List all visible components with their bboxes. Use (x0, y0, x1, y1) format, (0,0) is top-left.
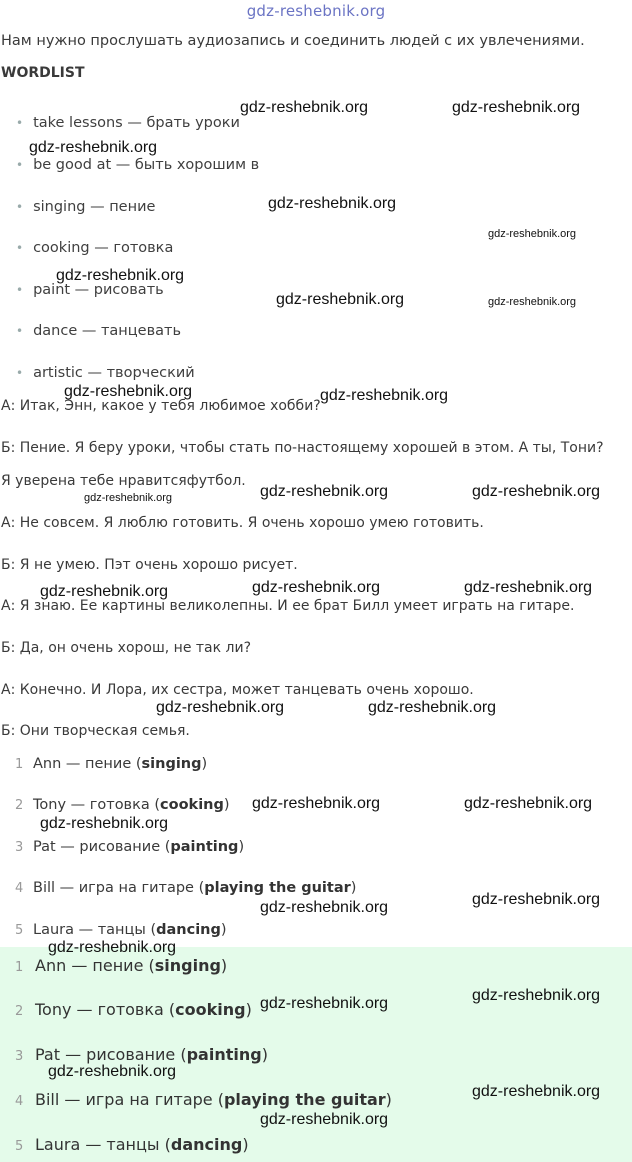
watermark: gdz-reshebnik.org (40, 815, 169, 832)
watermark: gdz-reshebnik.org (472, 483, 601, 500)
wordlist-item: • paint — рисовать (16, 282, 164, 298)
bullet-icon: • (16, 158, 24, 172)
watermark: gdz-reshebnik.org (64, 383, 193, 400)
watermark: gdz-reshebnik.org (40, 583, 169, 600)
wordlist-item: • singing — пение (16, 199, 156, 215)
wordlist-item: • dance — танцевать (16, 323, 181, 339)
bullet-icon: • (16, 366, 24, 380)
bullet-icon: • (16, 200, 24, 214)
watermark: gdz-reshebnik.org (48, 1063, 177, 1080)
watermark: gdz-reshebnik.org (56, 267, 185, 284)
watermark: gdz-reshebnik.org (48, 939, 177, 956)
watermark: gdz-reshebnik.org (260, 1111, 389, 1128)
watermark: gdz-reshebnik.org (472, 891, 601, 908)
site-header-link[interactable]: gdz-reshebnik.org (246, 2, 386, 20)
watermark: gdz-reshebnik.org (252, 795, 381, 812)
answer-panel-item: 3 Pat — рисование (painting) (15, 1045, 268, 1064)
watermark: gdz-reshebnik.org (320, 387, 449, 404)
wordlist-item: • artistic — творческий (16, 365, 195, 381)
answer-panel-item: 2 Tony — готовка (cooking) (15, 1000, 252, 1019)
watermark: gdz-reshebnik.org (276, 291, 405, 308)
watermark: gdz-reshebnik.org (260, 483, 389, 500)
intro-text: Нам нужно прослушать аудиозапись и соединить людей с их увлечениями. (1, 33, 585, 49)
answer-item: 5 Laura — танцы (dancing) (15, 922, 227, 938)
wordlist-item: • take lessons — брать уроки (16, 115, 240, 131)
wordlist-item: • be good at — быть хорошим в (16, 157, 260, 173)
bullet-icon: • (16, 241, 24, 255)
dialogue-line: А: Итак, Энн, какое у тебя любимое хобби? (1, 398, 321, 414)
dialogue-line: А: Я знаю. Ее картины великолепны. И ее брат Билл умеет играть на гитаре. (1, 598, 575, 614)
dialogue-line: Б: Пение. Я беру уроки, чтобы стать по-настоящему хорошей в этом. А ты, Тони? (1, 440, 604, 456)
answer-panel-item: 5 Laura — танцы (dancing) (15, 1135, 249, 1154)
watermark: gdz-reshebnik.org (252, 579, 381, 596)
dialogue-line: Б: Они творческая семья. (1, 723, 190, 739)
watermark: gdz-reshebnik.org (240, 99, 369, 116)
answer-panel-item: 4 Bill — игра на гитаре (playing the guitar) (15, 1090, 392, 1109)
dialogue-line: Я уверена тебе нравитсяфутбол. (1, 473, 246, 489)
watermark: gdz-reshebnik.org (156, 699, 285, 716)
answer-item: 3 Pat — рисование (painting) (15, 839, 245, 855)
watermark: gdz-reshebnik.org (488, 228, 577, 240)
answer-panel-item: 1 Ann — пение (singing) (15, 956, 228, 975)
bullet-icon: • (16, 116, 24, 130)
watermark: gdz-reshebnik.org (268, 195, 397, 212)
watermark: gdz-reshebnik.org (260, 899, 389, 916)
watermark: gdz-reshebnik.org (452, 99, 581, 116)
watermark: gdz-reshebnik.org (260, 995, 389, 1012)
dialogue-line: Б: Я не умею. Пэт очень хорошо рисует. (1, 557, 298, 573)
dialogue-line: Б: Да, он очень хорош, не так ли? (1, 640, 252, 656)
watermark: gdz-reshebnik.org (472, 1083, 601, 1100)
answer-item: 1 Ann — пение (singing) (15, 756, 208, 772)
watermark: gdz-reshebnik.org (488, 296, 577, 308)
watermark: gdz-reshebnik.org (464, 795, 593, 812)
wordlist-heading: WORDLIST (1, 65, 85, 81)
watermark: gdz-reshebnik.org (29, 139, 158, 156)
watermark: gdz-reshebnik.org (464, 579, 593, 596)
answer-item: 4 Bill — игра на гитаре (playing the guitar) (15, 880, 357, 896)
answer-item: 2 Tony — готовка (cooking) (15, 797, 230, 813)
watermark: gdz-reshebnik.org (84, 492, 173, 504)
dialogue-line: А: Не совсем. Я люблю готовить. Я очень хорошо умею готовить. (1, 515, 484, 531)
wordlist-item: • cooking — готовка (16, 240, 174, 256)
watermark: gdz-reshebnik.org (368, 699, 497, 716)
watermark: gdz-reshebnik.org (472, 987, 601, 1004)
bullet-icon: • (16, 283, 24, 297)
dialogue-line: А: Конечно. И Лора, их сестра, может танцевать очень хорошо. (1, 682, 474, 698)
bullet-icon: • (16, 324, 24, 338)
